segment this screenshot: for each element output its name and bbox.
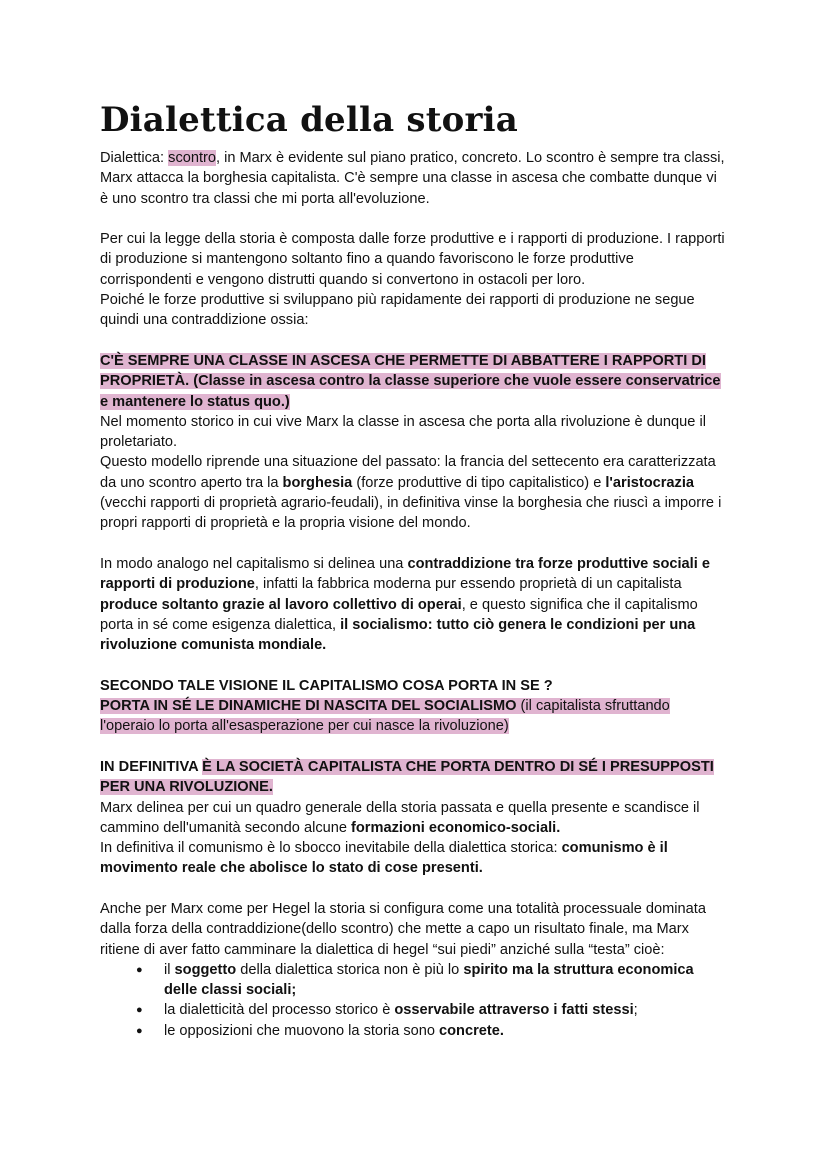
bold-text: il socialismo: tutto ciò genera le condizioni per una rivoluzione comunista mondiale. <box>100 616 696 654</box>
paragraph-comunismo <box>100 838 728 879</box>
text: (forze produttive di tipo capitalistico) e <box>352 474 606 491</box>
highlight-scontro: scontro <box>168 150 216 166</box>
text: la dialetticità del processo storico è <box>164 1002 395 1019</box>
answer-highlight <box>100 696 728 737</box>
highlighted-text <box>100 698 670 734</box>
bold-text: formazioni economico-sociali. <box>351 819 561 836</box>
text: , infatti la fabbrica moderna pur essendo proprietà di un capitalista <box>254 576 682 593</box>
text: , e questo significa che il capitalismo porta in sé come esigenza dialettica, <box>100 596 698 633</box>
highlighted-text: C'È SEMPRE UNA CLASSE IN ASCESA CHE PERMETTE DI ABBATTERE I RAPPORTI DI PROPRIETÀ. (Classe in ascesa contro la classe superiore che vuole essere conservatrice e mantenere lo status quo.) <box>100 352 721 410</box>
text: Marx delinea per cui un quadro generale della storia passata e quella presente e scandisce il cammino dell'umanità secondo alcune <box>100 799 700 836</box>
highlighted-text: È LA SOCIETÀ CAPITALISTA CHE PORTA DENTRO DI SÉ I PRESUPPOSTI PER UNA RIVOLUZIONE. <box>100 758 714 796</box>
list-item <box>136 1000 728 1020</box>
bold-text: spirito ma la struttura economica delle classi sociali; <box>164 961 694 999</box>
text: (vecchi rapporti di proprietà agrario-feudali), in definitiva vinse la borghesia che riuscì a imporre i propri rapporti di proprietà e la propria visione del mondo. <box>100 495 722 532</box>
text: Dialettica: <box>100 150 169 166</box>
bold-text: borghesia <box>282 474 353 491</box>
text: il <box>164 961 175 978</box>
bold-text: contraddizione tra forze produttive sociali e rapporti di produzione <box>100 555 710 593</box>
paragraph-legge-storia: Per cui la legge della storia è composta dalle forze produttive e i rapporti di produzione. I rapporti di produzione si mantengono soltanto fino a quando favoriscono le forze produttive corrispondenti e vengono distrutti quando si convertono in ostacoli per loro. <box>100 231 725 288</box>
paragraph-hegel: Anche per Marx come per Hegel la storia si configura come una totalità processuale dominata dalla forza della contraddizione(dello scontro) che mette a capo un risultato finale, ma Marx ritiene di aver fatto camminare la dialettica di hegel “sui piedi” anziché sulla “testa” cioè: <box>100 900 706 958</box>
bold-text: osservabile attraverso i fatti stessi <box>394 1002 634 1019</box>
paragraph-contraddizione: Poiché le forze produttive si sviluppano più rapidamente dei rapporti di produzione ne segue quindi una contraddizione ossia: <box>100 292 695 329</box>
text: ; <box>633 1002 638 1019</box>
text: della dialettica storica non è più lo <box>236 961 464 978</box>
text: In definitiva il comunismo è lo sbocco inevitabile della dialettica storica: <box>100 840 562 857</box>
page-title: Dialettica della storia <box>100 100 518 140</box>
list-item <box>136 960 728 1001</box>
bold-text: SECONDO TALE VISIONE IL CAPITALISMO COSA PORTA IN SE ? <box>100 677 553 694</box>
paragraph-formazioni <box>100 798 728 839</box>
bullet-list <box>100 960 728 1041</box>
text: In modo analogo nel capitalismo si delinea una <box>100 555 408 572</box>
bold-text: produce soltanto grazie al lavoro collettivo di operai <box>100 596 462 613</box>
text: Questo modello riprende una situazione del passato: la francia del settecento era caratterizzata da uno scontro aperto tra la <box>100 454 716 491</box>
text: IN DEFINITIVA <box>100 758 203 775</box>
list-item <box>136 1021 728 1041</box>
highlight-societa-capitalista <box>100 757 728 798</box>
bold-text: PORTA IN SÉ LE DINAMICHE DI NASCITA DEL SOCIALISMO <box>100 698 517 715</box>
text: le opposizioni che muovono la storia sono <box>164 1022 440 1039</box>
paragraph-proletariato: Nel momento storico in cui vive Marx la classe in ascesa che porta alla rivoluzione è dunque il proletariato. <box>100 413 706 451</box>
text: (il capitalista sfruttando l'operaio lo porta all'esasperazione per cui nasce la rivoluzione) <box>100 698 670 735</box>
bold-text: l'aristocrazia <box>605 474 695 491</box>
highlight-classe-ascesa <box>100 351 728 412</box>
bold-text: concrete. <box>439 1022 504 1039</box>
paragraph-capitalismo <box>100 554 728 655</box>
question-heading <box>100 676 728 696</box>
bold-text: soggetto <box>174 961 237 978</box>
bold-text: comunismo è il movimento reale che abolisce lo stato di cose presenti. <box>100 840 668 877</box>
paragraph-dialettica <box>100 148 728 209</box>
paragraph-francia <box>100 452 728 533</box>
text: , in Marx è evidente sul piano pratico, concreto. Lo scontro è sempre tra classi, Marx attacca la borghesia capitalista. C'è sempre una classe in ascesa che combatte dunque vi è uno scontro tra classi che mi porta all'evoluzione. <box>100 150 725 207</box>
